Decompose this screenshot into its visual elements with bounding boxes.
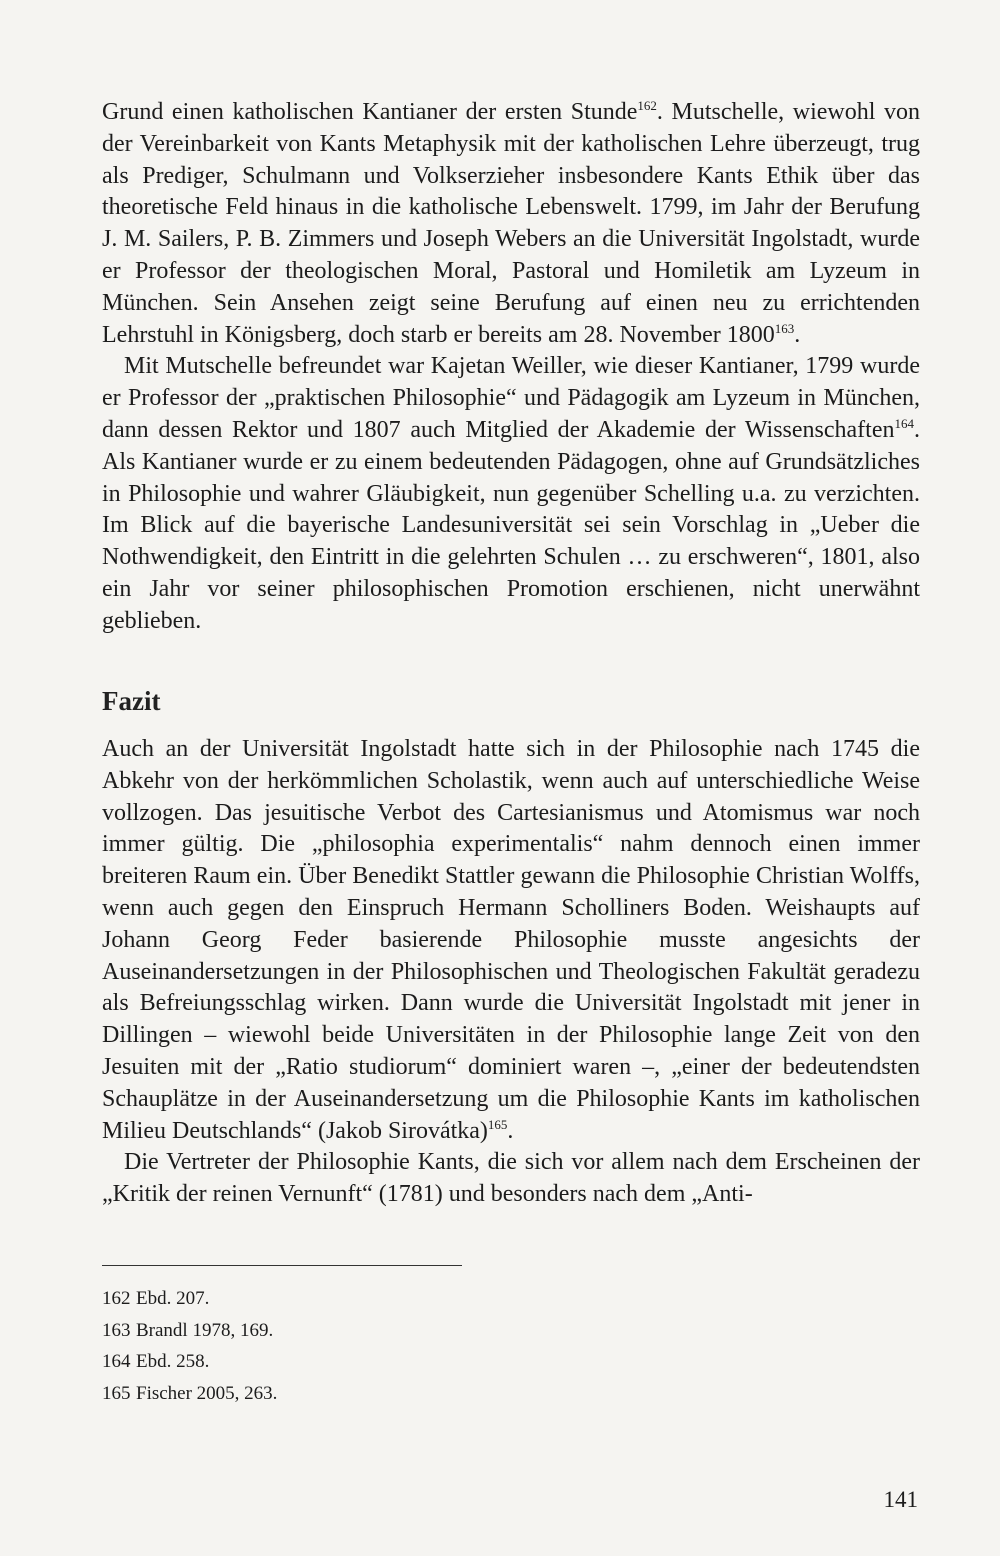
footnote-ref-163[interactable]: 163 xyxy=(774,320,795,336)
section-heading-fazit: Fazit xyxy=(102,686,161,716)
footnote-162: 162 Ebd. 207. xyxy=(102,1288,210,1309)
footnote-163: 163 Brandl 1978, 169. xyxy=(102,1319,274,1341)
footnote-separator xyxy=(102,1265,462,1266)
body-text-section-1 xyxy=(102,97,920,638)
page-number: 141 xyxy=(883,1487,918,1512)
body-text-section-2 xyxy=(102,734,920,1211)
paragraph-weiller: Mit Mutschelle befreundet war Kajetan Weiller, wie dieser Kantianer, 1799 wurde er Professor der „praktischen Philosophie“ und Pädagogik am Lyzeum in München, dann dessen Rektor und 1807 auch Mitglied der Akademie der Wissenschaften$^{164}$. Als Kantianer wurde er zu einem bedeutenden Pädagogen, ohne auf Grundsätzliches in Philosophie und wahrer Gläubigkeit, nun gegenüber Schelling u.a. zu verzichten. Im Blick auf die bayerische Landesuniversität sei sein Vorschlag in „Ueber die Nothwendigkeit, den Eintritt in die gelehrten Schulen … zu erschweren“, 1801, also ein Jahr vor seiner philosophischen Promotion erschienen, nicht unerwähnt geblieben. xyxy=(102,353,920,634)
footnote-ref-162[interactable]: 162 xyxy=(637,98,657,113)
footnote-ref-164[interactable]: 164 xyxy=(894,415,914,431)
paragraph-mutschelle: Grund einen katholischen Kantianer der ersten Stunde$^{162}$. Mutschelle, wiewohl von der Vereinbarkeit von Kants Metaphysik mit der katholischen Lehre überzeugt, trug als Prediger, Schulmann und Volkserzieher insbesondere Kants Ethik über das theoretische Feld hinaus in die katholische Lebenswelt. 1799, im Jahr der Berufung J. M. Sailers, P. B. Zimmers und Joseph Webers an die Universität Ingolstadt, wurde er Professor der theologischen Moral, Pastoral und Homiletik am Lyzeum in München. Sein Ansehen zeigt seine Berufung auf einen neu zu errichtenden Lehrstuhl in Königsberg, doch starb er bereits am 28. November 1800$^{163}$. xyxy=(102,98,920,348)
footnote-165: 165 Fischer 2005, 263. xyxy=(102,1382,278,1404)
paragraph-vertreter: Die Vertreter der Philosophie Kants, die sich vor allem nach dem Erscheinen der „Kritik der reinen Vernunft“ (1781) und besonders nach dem „Anti- xyxy=(102,1149,920,1208)
footnote-164: 164 Ebd. 258. xyxy=(102,1351,210,1372)
footnote-ref-165[interactable]: 165 xyxy=(487,1116,508,1132)
footnotes xyxy=(102,1283,277,1409)
paragraph-fazit: Auch an der Universität Ingolstadt hatte sich in der Philosophie nach 1745 die Abkehr von der herkömmlichen Scholastik, wenn auch auf unterschiedliche Weise vollzogen. Das jesuitische Verbot des Cartesianismus und Atomismus war noch immer gültig. Die „philosophia experimentalis“ nahm dennoch einen immer breiteren Raum ein. Über Benedikt Stattler gewann die Philosophie Christian Wolffs, wenn auch gegen den Einspruch Hermann Scholliners Boden. Weishaupts auf Johann Georg Feder basierende Philosophie musste angesichts der Auseinandersetzungen in der Philosophischen und Theologischen Fakultät geradezu als Befreiungsschlag wirken. Dann wurde die Universität Ingolstadt mit jener in Dillingen – wiewohl beide Universitäten in der Philosophie lange Zeit von den Jesuiten mit der „Ratio studiorum“ dominiert waren –, „einer der bedeutendsten Schauplätze in der Auseinandersetzung um die Philosophie Kants im katholischen Milieu Deutschlands“ (Jakob Sirovátka)$^{165}$. xyxy=(102,736,920,1144)
